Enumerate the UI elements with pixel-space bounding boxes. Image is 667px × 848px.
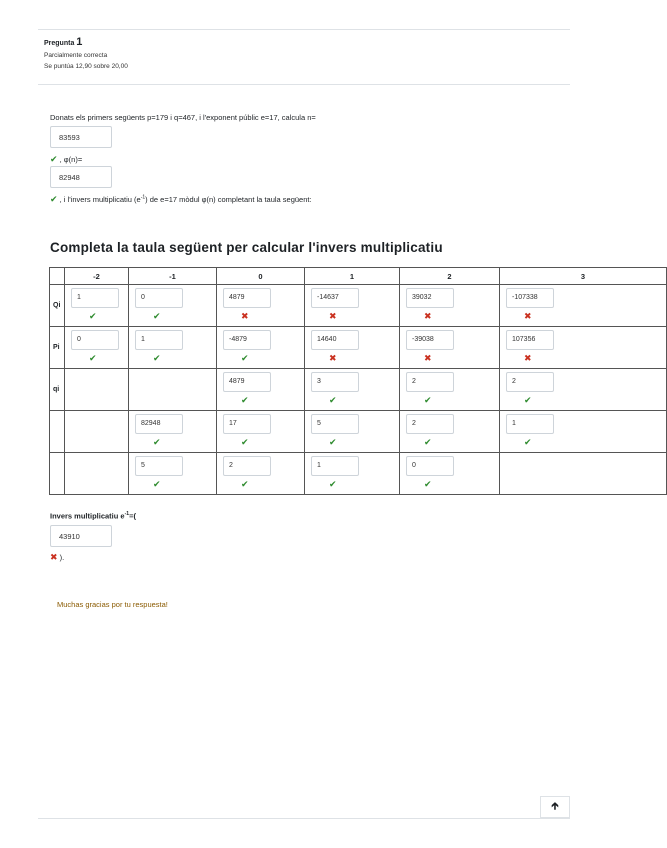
table-cell <box>500 285 667 327</box>
inverse-label-b: =( <box>129 511 136 521</box>
table-cell <box>65 453 129 495</box>
table-cell <box>305 411 400 453</box>
table-cell <box>400 453 500 495</box>
cross-icon: ✖ <box>524 311 532 321</box>
euclid-table-wrap <box>49 267 586 495</box>
check-icon: ✔ <box>153 353 161 363</box>
answer-phi-input[interactable]: 82948 <box>50 166 112 188</box>
check-icon: ✔ <box>241 395 249 405</box>
table-cell <box>129 411 217 453</box>
cross-icon: ✖ <box>241 311 249 321</box>
column-header: -2 <box>65 268 129 285</box>
prompt-phi: , φ(n)= <box>59 155 83 164</box>
table-cell <box>129 369 217 411</box>
table-cell <box>400 369 500 411</box>
table-cell <box>400 411 500 453</box>
general-feedback: Muchas gracias por tu respuesta! <box>57 600 168 609</box>
cell-input[interactable]: 0 <box>406 456 454 476</box>
check-icon: ✔ <box>153 311 161 321</box>
table-header-row <box>50 268 667 285</box>
table-cell <box>217 411 305 453</box>
cell-input[interactable]: 14640 <box>311 330 359 350</box>
prompt-inverse-a: , i l'invers multiplicatiu (e <box>59 195 141 204</box>
table-row <box>50 285 667 327</box>
table-row <box>50 453 667 495</box>
table-cell <box>500 369 667 411</box>
cross-icon: ✖ <box>329 353 337 363</box>
cell-input[interactable]: 2 <box>406 414 454 434</box>
table-cell <box>305 369 400 411</box>
cell-input[interactable]: 4879 <box>223 372 271 392</box>
table-body <box>50 285 667 495</box>
prompt-inverse-b: ) de e=17 mòdul φ(n) completant la taula següent: <box>145 195 312 204</box>
euclid-table <box>49 267 667 495</box>
inverse-suffix: ). <box>59 553 65 562</box>
table-cell <box>400 327 500 369</box>
table-cell <box>400 285 500 327</box>
table-cell <box>65 369 129 411</box>
inverse-answer-input[interactable]: 43910 <box>50 525 112 547</box>
check-icon: ✔ <box>50 194 58 204</box>
check-icon: ✔ <box>524 395 532 405</box>
cell-input[interactable]: 107356 <box>506 330 554 350</box>
check-icon: ✔ <box>241 479 249 489</box>
column-header: 2 <box>400 268 500 285</box>
check-icon: ✔ <box>329 437 337 447</box>
table-cell <box>217 453 305 495</box>
question-label: Pregunta <box>44 40 75 47</box>
inverse-prompt-line <box>50 194 312 205</box>
phi-line <box>50 154 82 165</box>
cell-input[interactable]: 5 <box>135 456 183 476</box>
row-label <box>50 411 65 453</box>
table-cell <box>129 327 217 369</box>
table-cell <box>217 327 305 369</box>
check-icon: ✔ <box>329 395 337 405</box>
cell-input[interactable]: 1 <box>311 456 359 476</box>
cross-icon: ✖ <box>50 552 58 562</box>
check-icon: ✔ <box>89 311 97 321</box>
cell-input[interactable]: 2 <box>223 456 271 476</box>
cell-input[interactable]: 1 <box>135 330 183 350</box>
check-icon: ✔ <box>153 479 161 489</box>
table-cell <box>65 411 129 453</box>
check-icon: ✔ <box>241 353 249 363</box>
table-cell <box>500 453 667 495</box>
table-row <box>50 411 667 453</box>
row-label: qi <box>50 369 65 411</box>
check-icon: ✔ <box>153 437 161 447</box>
check-icon: ✔ <box>241 437 249 447</box>
cross-icon: ✖ <box>524 353 532 363</box>
cell-input[interactable]: 82948 <box>135 414 183 434</box>
column-header: 1 <box>305 268 400 285</box>
column-header: 0 <box>217 268 305 285</box>
cell-input[interactable]: 1 <box>506 414 554 434</box>
row-label: Pi <box>50 327 65 369</box>
cell-input[interactable]: 2 <box>506 372 554 392</box>
check-icon: ✔ <box>424 395 432 405</box>
inverse-label-a: Invers multiplicatiu e <box>50 511 125 521</box>
cell-input[interactable]: 17 <box>223 414 271 434</box>
cell-input[interactable]: 5 <box>311 414 359 434</box>
table-cell <box>305 285 400 327</box>
cell-input[interactable]: 3 <box>311 372 359 392</box>
question-state: Parcialmente correcta <box>44 52 108 59</box>
question-info <box>38 29 570 85</box>
table-header-corner <box>50 268 65 285</box>
cell-input[interactable]: -4879 <box>223 330 271 350</box>
table-cell <box>217 285 305 327</box>
answer-n-input[interactable]: 83593 <box>50 126 112 148</box>
arrow-up-icon: 🡱 <box>551 801 559 812</box>
cell-input[interactable]: 0 <box>135 288 183 308</box>
table-cell <box>217 369 305 411</box>
prompt-inverse-sup: -1 <box>140 194 146 201</box>
table-row <box>50 327 667 369</box>
question-number-value: 1 <box>76 36 83 48</box>
cross-icon: ✖ <box>424 353 432 363</box>
back-to-top-button[interactable] <box>540 796 570 818</box>
cross-icon: ✖ <box>329 311 337 321</box>
table-cell <box>65 285 129 327</box>
inverse-label <box>50 511 136 521</box>
cell-input[interactable]: 39032 <box>406 288 454 308</box>
cell-input[interactable]: 2 <box>406 372 454 392</box>
check-icon: ✔ <box>50 154 58 164</box>
inverse-label-sup: -1 <box>124 511 130 517</box>
cell-input[interactable]: -107338 <box>506 288 554 308</box>
cell-input[interactable]: 4879 <box>223 288 271 308</box>
table-cell <box>65 327 129 369</box>
check-icon: ✔ <box>424 479 432 489</box>
table-cell <box>129 285 217 327</box>
footer-divider <box>38 818 570 819</box>
question-grade: Se puntúa 12,90 sobre 20,00 <box>44 63 128 70</box>
question-number <box>44 36 564 50</box>
column-header: 3 <box>500 268 667 285</box>
check-icon: ✔ <box>424 437 432 447</box>
table-cell <box>500 327 667 369</box>
table-cell <box>305 327 400 369</box>
table-cell <box>500 411 667 453</box>
cell-input[interactable]: 1 <box>71 288 119 308</box>
table-row <box>50 369 667 411</box>
inverse-result-line <box>50 552 64 563</box>
cross-icon: ✖ <box>424 311 432 321</box>
row-label <box>50 453 65 495</box>
table-cell <box>305 453 400 495</box>
table-cell <box>129 453 217 495</box>
table-heading: Completa la taula següent per calcular l'invers multiplicatiu <box>50 240 443 255</box>
column-header: -1 <box>129 268 217 285</box>
prompt-n: Donats els primers següents p=179 i q=467, i l'exponent públic e=17, calcula n= <box>50 113 316 122</box>
check-icon: ✔ <box>329 479 337 489</box>
cell-input[interactable]: -14637 <box>311 288 359 308</box>
row-label: Qi <box>50 285 65 327</box>
cell-input[interactable]: -39038 <box>406 330 454 350</box>
check-icon: ✔ <box>524 437 532 447</box>
check-icon: ✔ <box>89 353 97 363</box>
cell-input[interactable]: 0 <box>71 330 119 350</box>
